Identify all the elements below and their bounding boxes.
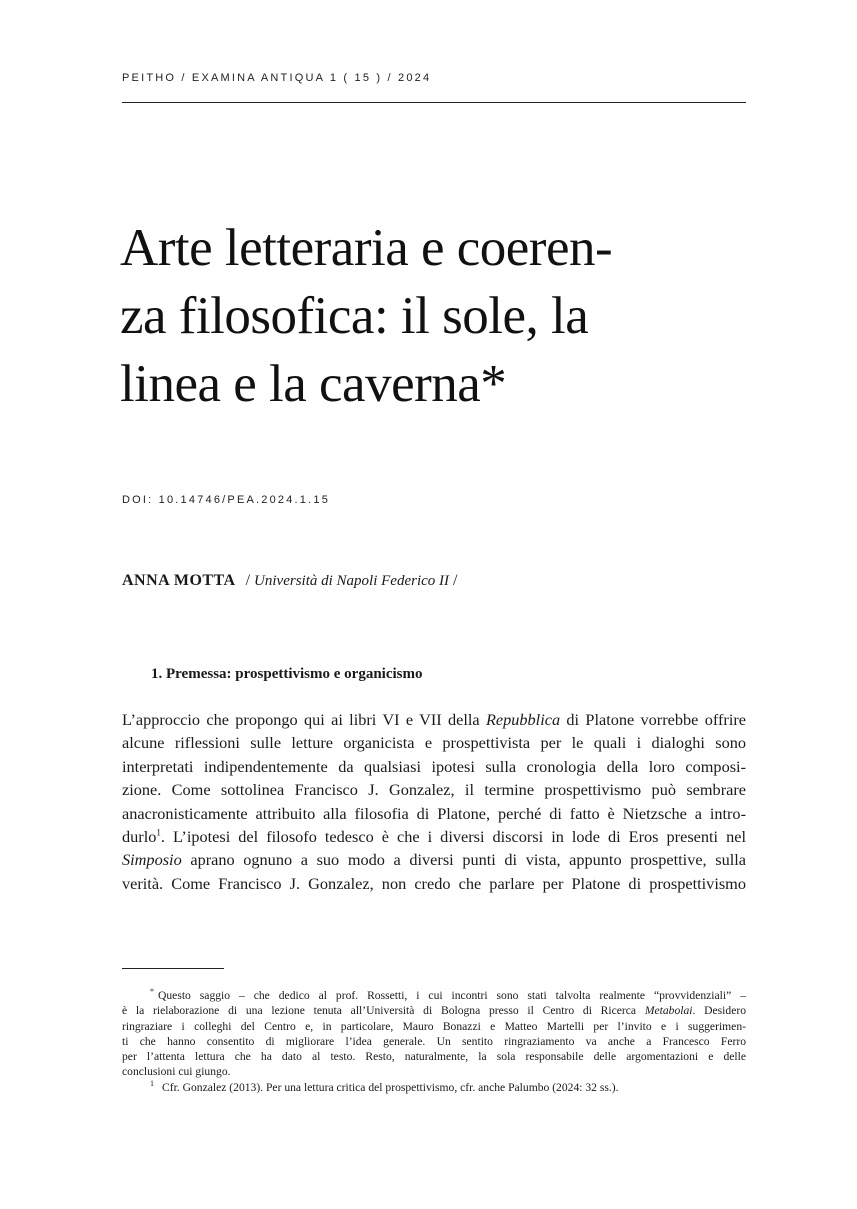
footnote-line: conclusioni cui giungo. [122, 1065, 231, 1079]
footnote-line: ti che hanno consentito di migliorare l’idea generale. Un sentito ringraziamento va anche a Francesco Ferro [122, 1034, 746, 1048]
footnote-mark: * [150, 987, 154, 997]
body-line: durlo$^1$. L’ipotesi del filosofo tedesco è che i diversi discorsi in lode di Eros presenti nel [122, 826, 746, 846]
title-line: za filosofica: il sole, la [120, 287, 589, 345]
body-line: zione. Come sottolinea Francisco J. Gonzalez, il termine prospettivismo può sembrare [122, 780, 746, 800]
title-line: Arte letteraria e coeren- [120, 219, 613, 277]
section-heading: 1. Premessa: prospettivismo e organicismo [151, 666, 423, 682]
body-line: verità. Come Francisco J. Gonzalez, non credo che parlare per Platone di prospettivismo [122, 873, 746, 893]
footnote-line: * Questo saggio – che dedico al prof. Rossetti, i cui incontri sono stati talvolta realmente “provvidenziali” – [150, 987, 746, 1002]
footnote-line: per l’attenta lettura che ha dato al testo. Resto, naturalmente, la sola responsabile delle argomentazioni e delle [122, 1050, 746, 1064]
footnote-line: $^1$ Cfr. Gonzalez (2013). Per una lettura critica del prospettivismo, cfr. anche Palumbo (2024: 32 ss.). [150, 1078, 619, 1094]
footnote-rule [122, 968, 224, 969]
footnote-mark: 1 [150, 1078, 154, 1088]
work-title: Repubblica [485, 710, 561, 729]
doi: DOI: 10.14746/PEA.2024.1.15 [122, 494, 331, 506]
body-line: L’approccio che propongo qui ai libri VI e VII della Repubblica di Platone vorrebbe offrire [122, 710, 746, 729]
author-affiliation: Università di Napoli Federico II [254, 573, 450, 589]
running-head: PEITHO / EXAMINA ANTIQUA 1 ( 15 ) / 2024 [122, 72, 432, 84]
byline [122, 572, 457, 590]
footnote-line: ringraziare i colleghi del Centro e, in particolare, Mauro Bonazzi e Matteo Martelli per l’invito e i suggerimen- [122, 1019, 746, 1033]
footnote-ref[interactable]: 1 [156, 827, 161, 838]
article-title [120, 214, 760, 418]
footnotes [122, 988, 746, 1095]
title-line: linea e la caverna* [120, 355, 507, 413]
header-rule [122, 102, 746, 103]
author-name: ANNA MOTTA [122, 572, 236, 589]
work-title: Simposio [122, 850, 182, 870]
body-line: alcune riflessioni sulle letture organicista e prospettivista per le quali i dialoghi sono [122, 733, 746, 753]
footnote-line: è la rielaborazione di una lezione tenuta all’Università di Bologna presso il Centro di Ricerca Metabolai. Desidero [122, 1004, 746, 1018]
slash-separator: / [453, 572, 458, 589]
body-line: Simposio aprano ognuno a suo modo a diversi punti di vista, appunto prospettive, sulla [122, 850, 746, 870]
body-paragraph [122, 708, 746, 895]
body-line: interpretati indipendentemente da qualsiasi ipotesi sulla cronologia della loro composi- [122, 756, 746, 776]
body-line: anacronisticamente attribuito alla filosofia di Platone, perché di fatto è Nietzsche a intro- [122, 803, 746, 823]
slash-separator: / [245, 572, 251, 589]
